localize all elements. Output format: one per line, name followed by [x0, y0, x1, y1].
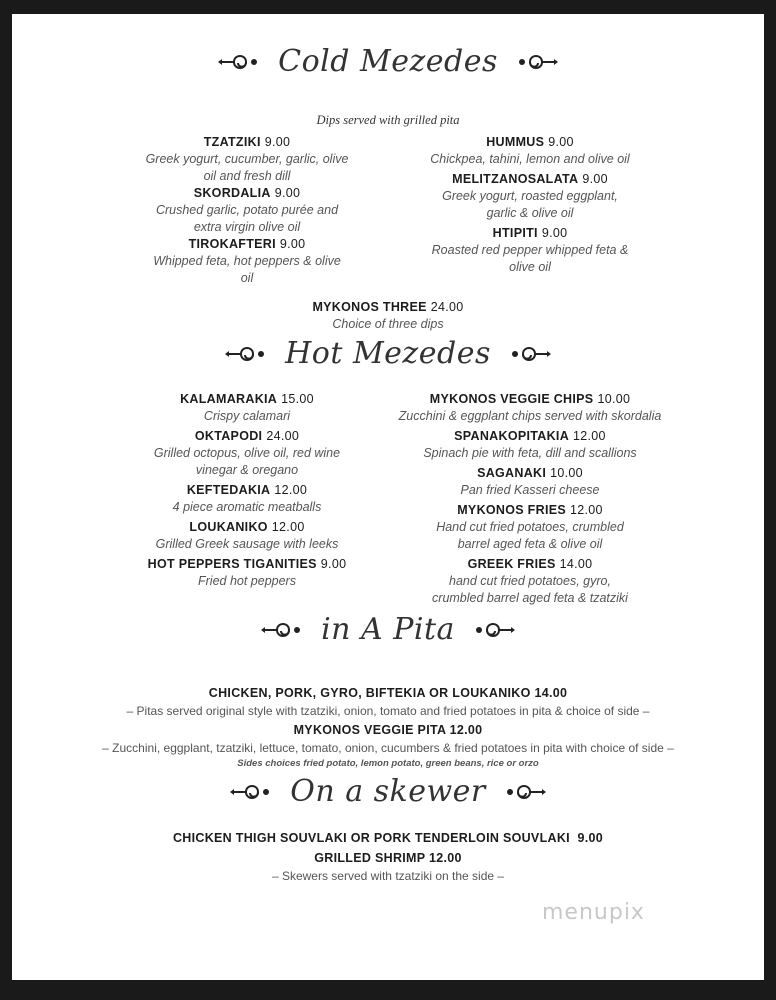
- menu-item: GREEK FRIES 14.00 hand cut fried potatoes, gyro, crumbled barrel aged feta & tzatziki: [432, 557, 628, 605]
- cold-right-column: [410, 134, 650, 276]
- hot-title: Hot Mezedes: [285, 336, 491, 371]
- menu-item: TZATZIKI 9.00 Greek yogurt, cucumber, garlic, olive oil and fresh dill: [145, 135, 349, 183]
- flourish-right-icon: [500, 782, 546, 802]
- flourish-right-icon: [469, 620, 515, 640]
- menu-item: MYKONOS FRIES 12.00 Hand cut fried potatoes, crumbled barrel aged feta & olive oil: [436, 503, 624, 551]
- menu-item: KALAMARAKIA 15.00 Crispy calamari: [180, 392, 314, 423]
- hot-right-column: [380, 391, 680, 607]
- flourish-left-icon: [230, 782, 276, 802]
- skewer-items: CHICKEN THIGH SOUVLAKI OR PORK TENDERLOIN SOUVLAKI 9.00 GRILLED SHRIMP 12.00 – Skewers served with tzatziki on the side –: [172, 831, 604, 883]
- hot-heading: [12, 336, 764, 371]
- menu-item: SAGANAKI 10.00 Pan fried Kasseri cheese: [460, 466, 600, 497]
- flourish-left-icon: [225, 344, 271, 364]
- cold-title: Cold Mezedes: [278, 44, 498, 79]
- skewer-heading: [12, 774, 764, 809]
- menu-item: MYKONOS VEGGIE CHIPS 10.00 Zucchini & eggplant chips served with skordalia: [398, 392, 662, 423]
- flourish-left-icon: [218, 52, 264, 72]
- menu-item: KEFTEDAKIA 12.00 4 piece aromatic meatballs: [172, 483, 322, 514]
- cold-left-column: [122, 134, 372, 287]
- pita-items: CHICKEN, PORK, GYRO, BIFTEKIA OR LOUKANIKO 14.00 – Pitas served original style with tzatziki, onion, tomato and fried potatoes in pita & choice of side – MYKONOS VEGGIE PITA 12.00 – Zucchini, eggplant, tzatziki, lettuce, tomato, onion, cucumbers & fried potatoes in pita with choice of side – Sides choices fried potato, lemon potato, green beans, rice or orzo: [102, 686, 674, 769]
- pita-heading: [12, 612, 764, 647]
- menu-page: [12, 14, 764, 980]
- menu-item: TIROKAFTERI 9.00 Whipped feta, hot peppers & olive oil: [153, 237, 341, 285]
- skewer-title: On a skewer: [290, 774, 486, 809]
- menu-item: MELITZANOSALATA 9.00 Greek yogurt, roasted eggplant, garlic & olive oil: [442, 172, 618, 220]
- mykonos-three-item: MYKONOS THREE 24.00 Choice of three dips: [312, 300, 464, 331]
- menu-item: SKORDALIA 9.00 Crushed garlic, potato purée and extra virgin olive oil: [155, 186, 339, 234]
- hot-left-column: [122, 391, 372, 590]
- menu-item: HTIPITI 9.00 Roasted red pepper whipped feta & olive oil: [431, 226, 629, 274]
- flourish-right-icon: [512, 52, 558, 72]
- menu-item: LOUKANIKO 12.00 Grilled Greek sausage with leeks: [155, 520, 339, 551]
- menu-item: SPANAKOPITAKIA 12.00 Spinach pie with feta, dill and scallions: [423, 429, 637, 460]
- flourish-left-icon: [261, 620, 307, 640]
- cold-heading: [12, 44, 764, 79]
- pita-title: in A Pita: [321, 612, 455, 647]
- menu-item: HOT PEPPERS TIGANITIES 9.00 Fried hot peppers: [147, 557, 347, 588]
- menupix-watermark: menupix: [542, 900, 645, 925]
- flourish-right-icon: [505, 344, 551, 364]
- menu-item: HUMMUS 9.00 Chickpea, tahini, lemon and olive oil: [430, 135, 630, 166]
- menu-item: OKTAPODI 24.00 Grilled octopus, olive oil, red wine vinegar & oregano: [153, 429, 341, 477]
- cold-subtitle: Dips served with grilled pita: [316, 113, 460, 127]
